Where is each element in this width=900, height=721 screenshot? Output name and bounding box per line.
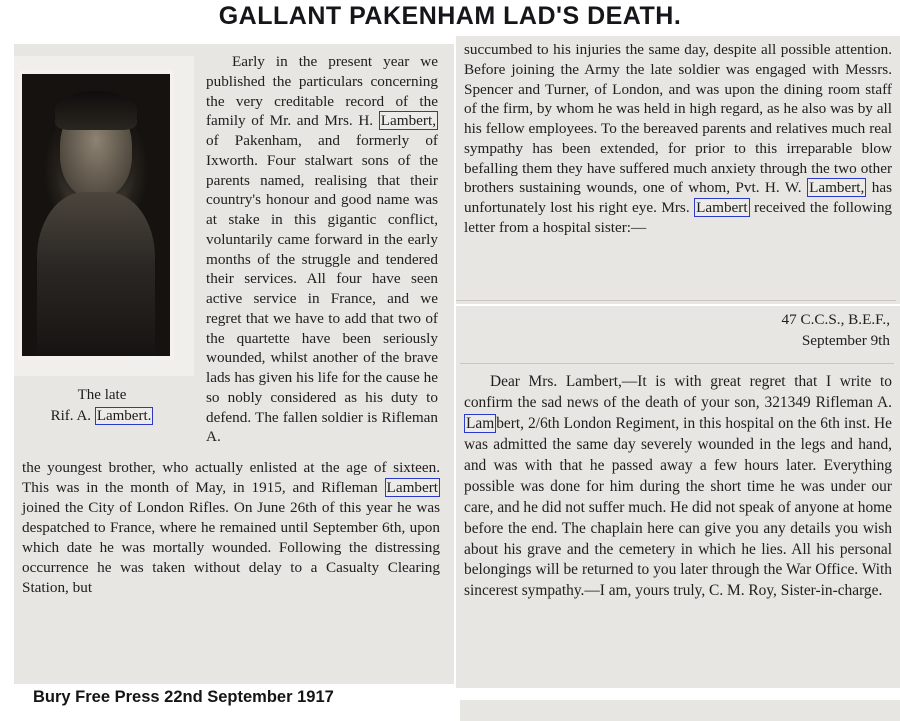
col2-text-a: succumbed to his injuries the same day, despite all possible attention. Before joining the Army the late soldier was engaged with Messrs. Spencer and Turner, of London, and was upon the dining room staff of the firm, by whom he was held in high regard, as he also was by all his fellow employees. To the bereaved parents and relatives much real sympathy has been extended, for prior to this irreparable blow befalling them they have suffered much anxiety through the two other brothers sustaining wounds, one of whom, Pvt. H. W. <box>464 41 892 197</box>
letter-body <box>464 372 892 602</box>
article-paragraph-one-top <box>206 52 438 447</box>
letter-address-line-2: September 9th <box>801 331 890 349</box>
article-paragraph-one-bottom <box>22 458 440 598</box>
letter-surname-highlight: Lam <box>466 414 495 432</box>
col1-surname-3: Lambert <box>386 479 438 497</box>
letter-text-b: bert, 2/6th London Regiment, in this hospital on the 6th inst. He was admitted the same day severely wounded in the legs and hand, and was with that he passed away a few hours later. Everything possible was done for him during the short time he was under our care, and he did not suffer much. He did not speak of anyone at home before the end. The chaplain here can give you any details you wish about his grave and the cemetery in which he lies. All his personal belongings will be returned to you later through the War Office. With sincerest sympathy.—I am, yours truly, C. M. Roy, Sister-in-charge. <box>464 414 892 600</box>
soldier-photograph <box>18 70 174 360</box>
col1-text-d: joined the City of London Rifles. On June 26th of this year he was despatched to France, where he remained until September 6th, upon which date he was mortally wounded. Following the distressing occurrence he was taken without delay to a Casualty Clearing Station, but <box>22 499 440 597</box>
col1-text-a: Early in the present year we published the particulars concerning the very creditable record of the family of Mr. and Mrs. H. <box>206 53 438 130</box>
photo-caption <box>14 385 190 427</box>
photo-image <box>22 74 170 356</box>
col2-surname-1: Lambert, <box>809 179 865 197</box>
bottom-strip <box>460 700 900 721</box>
source-citation: Bury Free Press 22nd September 1917 <box>33 688 334 706</box>
letter-address <box>560 310 890 351</box>
photo-caption-line2 <box>14 406 190 427</box>
col2-text-c: received the following letter from a hospital sister:— <box>464 199 893 236</box>
column-divider-top <box>456 300 896 301</box>
article-column-two <box>464 40 892 238</box>
military-cap-shape <box>55 91 138 130</box>
letter-address-line-1: 47 C.C.S., B.E.F., <box>781 311 890 328</box>
photo-caption-line1: The late <box>77 387 127 403</box>
photo-caption-rank: Rif. A. <box>50 408 95 424</box>
col2-surname-2: Lambert <box>696 199 748 216</box>
article-paragraph-two <box>464 40 892 238</box>
article-column-one-bottom <box>22 458 440 598</box>
col1-surname-1: Lambert, <box>380 112 436 130</box>
page-title: GALLANT PAKENHAM LAD'S DEATH. <box>218 2 682 30</box>
letter-top-rule <box>460 363 894 364</box>
photo-caption-surname-highlight: Lambert. <box>96 408 152 424</box>
col1-text-b: of Pakenham, and formerly of Ixworth. Four stalwart sons of the parents named, realising that their country's honour and good name was at stake in this gigantic conflict, voluntarily came forward in the early months of the struggle and tendered their services. All four have seen active service in France, and we regret that we have to add that two of the quartette have been seriously wounded, whilst another of the brave lads has given his life for the cause he so nobly considered as his duty to defend. The fallen soldier is Rifleman A. <box>206 132 438 446</box>
article-column-one-top <box>206 52 438 447</box>
col1-text-c: the youngest brother, who actually enlisted at the age of sixteen. This was in the month of May, in 1915, and Rifleman <box>22 459 440 497</box>
col2-text-b: has unfortunately lost his right eye. Mrs. <box>464 179 893 216</box>
letter-paragraph <box>464 372 892 602</box>
letter-text-a: Dear Mrs. Lambert,—It is with great regret that I write to confirm the sad news of the death of your son, 321349 Rifleman A. <box>464 373 892 411</box>
